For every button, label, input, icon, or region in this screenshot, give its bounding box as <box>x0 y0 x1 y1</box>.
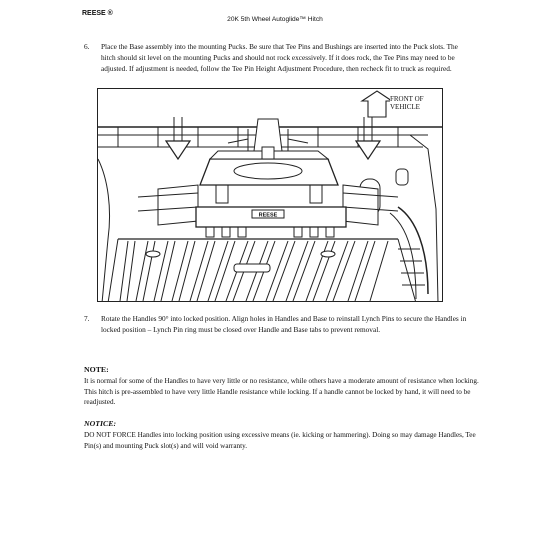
brand-label: REESE ® <box>82 10 113 17</box>
front-label-line-1: FRONT OF <box>390 95 424 103</box>
step-text: Place the Base assembly into the mounting Pucks. Be sure that Tee Pins and Bushings are inserted into the Puck slots. The hitch should sit level on the mounting Pucks and should not rock excessively. If it does rock, the Tee Pins may need to be adjusted. If adjustment is needed, follow the Tee Pin Height Adjustment Procedure, then recheck fit to truck as required. <box>101 42 458 73</box>
notice-heading: NOTICE: <box>84 419 117 428</box>
plate-label: REESE <box>258 212 278 219</box>
step-number: 7. <box>84 314 90 323</box>
front-of-vehicle-label <box>390 95 424 111</box>
note-text: It is normal for some of the Handles to have very little or no resistance, while others have a moderate amount of resistance when locking. This hitch is pre-assembled to have very little Handle resistance while locking. If a handle cannot be locked by hand, it will need to be readjusted. <box>84 377 479 407</box>
notice-text: DO NOT FORCE Handles into locking position using excessive means (ie. kicking or hammering). Doing so may damage Handles, Tee Pin(s) and mounting Puck slot(s) and will void warranty. <box>84 431 476 450</box>
front-label-line-2: VEHICLE <box>390 103 420 111</box>
note-heading: NOTE: <box>84 365 109 374</box>
hitch-installation-illustration <box>97 88 443 302</box>
step-text: Rotate the Handles 90° into locked position. Align holes in Handles and Base to reinstall Lynch Pins to secure the Handles in locked position – Lynch Pin ring must be closed over Handle and Base tabs to prevent removal. <box>101 314 467 334</box>
truck-bed-drawing <box>98 89 443 302</box>
document-title: 20K 5th Wheel Autoglide™ Hitch <box>227 16 323 23</box>
step-6 <box>84 41 472 74</box>
step-number: 6. <box>84 42 90 51</box>
step-7 <box>84 313 472 335</box>
